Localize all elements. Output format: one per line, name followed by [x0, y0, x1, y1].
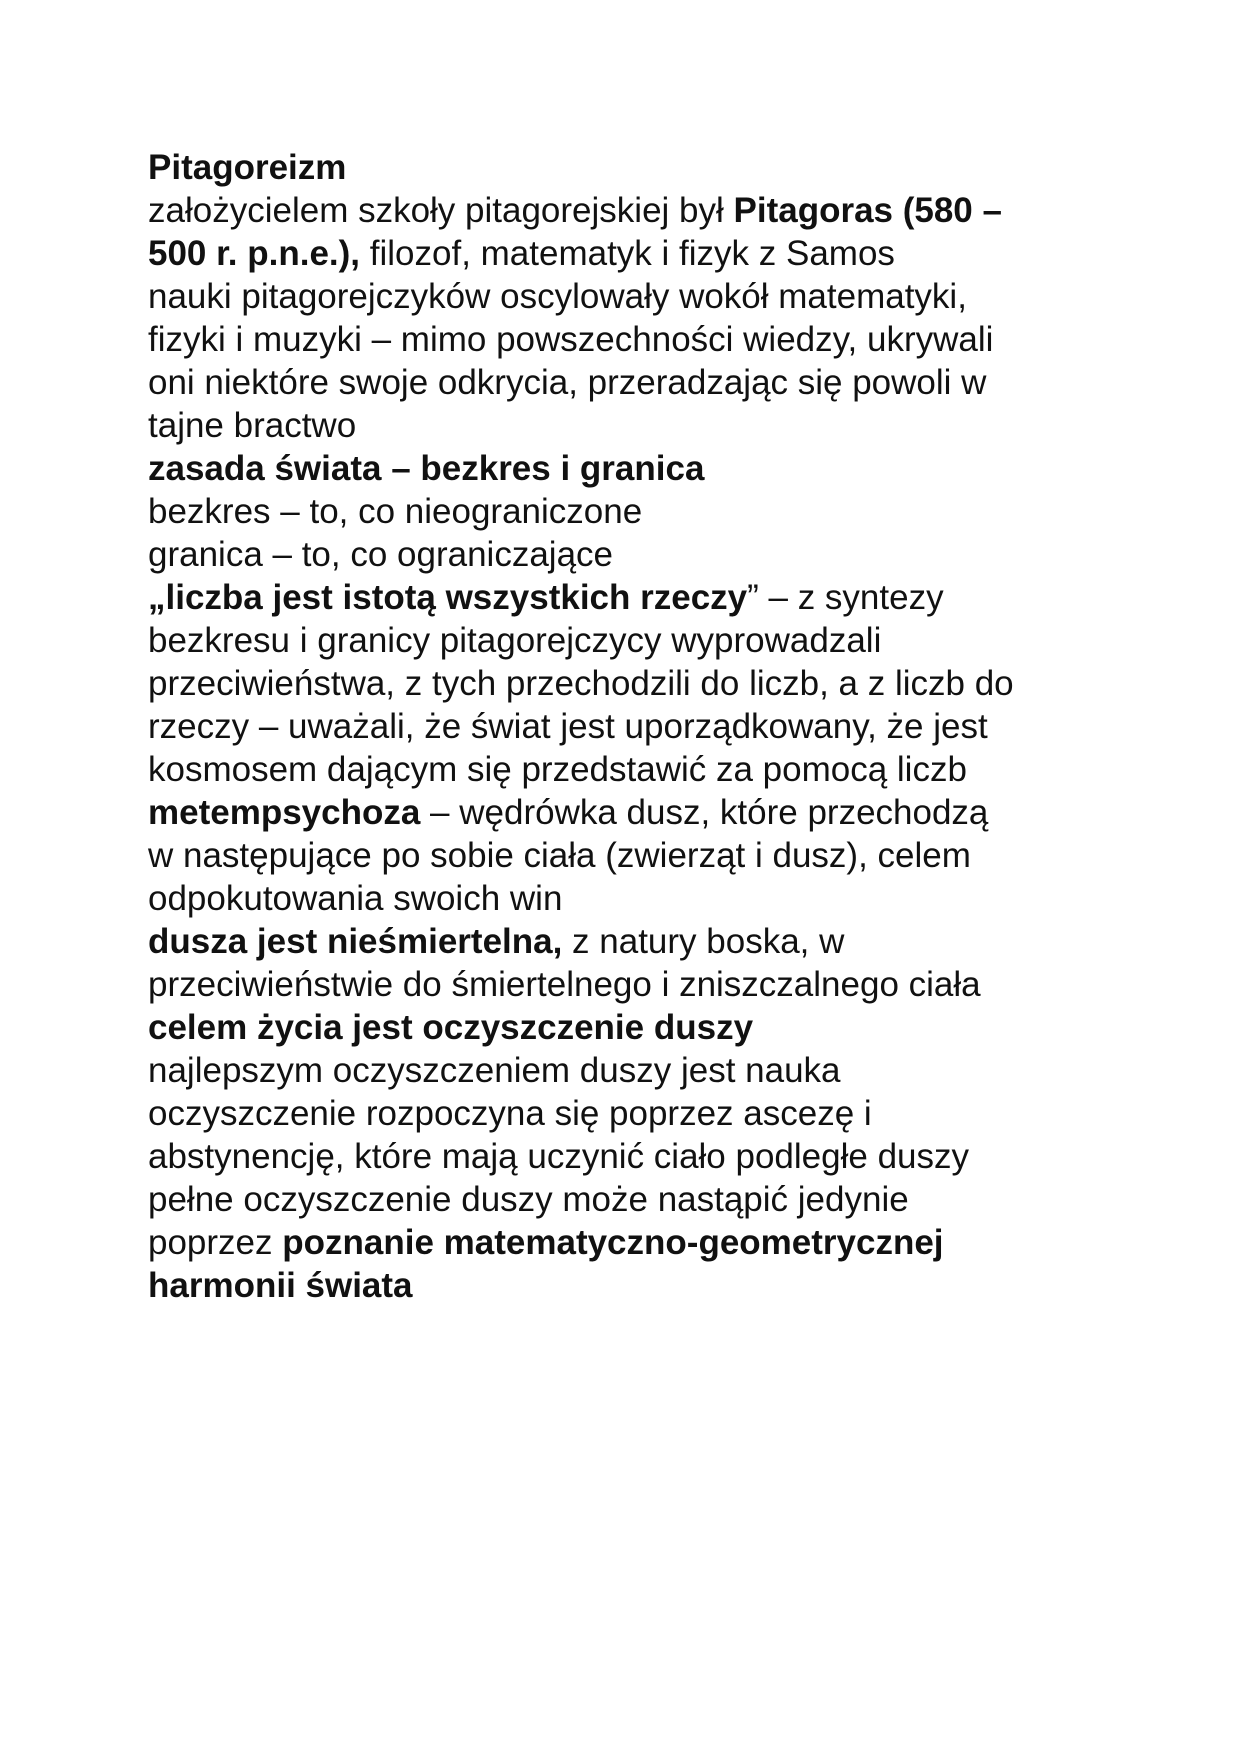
paragraph-purification-line: pełne oczyszczenie duszy może nastąpić jedynie — [148, 1180, 909, 1219]
paragraph-teachings-line: fizyki i muzyki – mimo powszechności wiedzy, ukrywali — [148, 320, 994, 359]
paragraph-purification-line: poprzez poznanie matematyczno-geometrycznej — [148, 1223, 944, 1262]
paragraph-teachings-line: tajne bractwo — [148, 406, 357, 445]
definition-granica: granica – to, co ograniczające — [148, 535, 613, 574]
heading-life-goal: celem życia jest oczyszczenie duszy — [148, 1008, 754, 1047]
paragraph-metempsychosis-line: w następujące po sobie ciała (zwierząt i dusz), celem — [148, 836, 971, 875]
paragraph-number-essence: „liczba jest istotą wszystkich rzeczy” – z syntezy — [148, 578, 944, 617]
paragraph-number-essence-line: bezkresu i granicy pitagorejczycy wyprowadzali — [148, 621, 882, 660]
paragraph-immortal-soul-line: przeciwieństwie do śmiertelnego i zniszczalnego ciała — [148, 965, 981, 1004]
paragraph-purification-line: abstynencję, które mają uczynić ciało podległe duszy — [148, 1137, 969, 1176]
paragraph-founder: założycielem szkoły pitagorejskiej był Pitagoras (580 – — [148, 191, 1002, 230]
paragraph-purification-line: harmonii świata — [148, 1266, 413, 1305]
page-title: Pitagoreizm — [148, 148, 347, 187]
document-body — [148, 146, 1078, 1307]
paragraph-founder-cont: 500 r. p.n.e.), filozof, matematyk i fizyk z Samos — [148, 234, 895, 273]
paragraph-purification-line: oczyszczenie rozpoczyna się poprzez ascezę i — [148, 1094, 872, 1133]
paragraph-number-essence-line: przeciwieństwa, z tych przechodzili do liczb, a z liczb do — [148, 664, 1014, 703]
definition-bezkres: bezkres – to, co nieograniczone — [148, 492, 643, 531]
paragraph-teachings-line: oni niektóre swoje odkrycia, przeradzając się powoli w — [148, 363, 987, 402]
heading-world-principle: zasada świata – bezkres i granica — [148, 449, 705, 488]
paragraph-number-essence-line: rzeczy – uważali, że świat jest uporządkowany, że jest — [148, 707, 988, 746]
paragraph-number-essence-line: kosmosem dającym się przedstawić za pomocą liczb — [148, 750, 967, 789]
paragraph-metempsychosis-line: odpokutowania swoich win — [148, 879, 563, 918]
paragraph-immortal-soul: dusza jest nieśmiertelna, z natury boska, w — [148, 922, 845, 961]
paragraph-teachings-line: nauki pitagorejczyków oscylowały wokół matematyki, — [148, 277, 967, 316]
paragraph-purification-line: najlepszym oczyszczeniem duszy jest nauka — [148, 1051, 841, 1090]
paragraph-metempsychosis: metempsychoza – wędrówka dusz, które przechodzą — [148, 793, 989, 832]
